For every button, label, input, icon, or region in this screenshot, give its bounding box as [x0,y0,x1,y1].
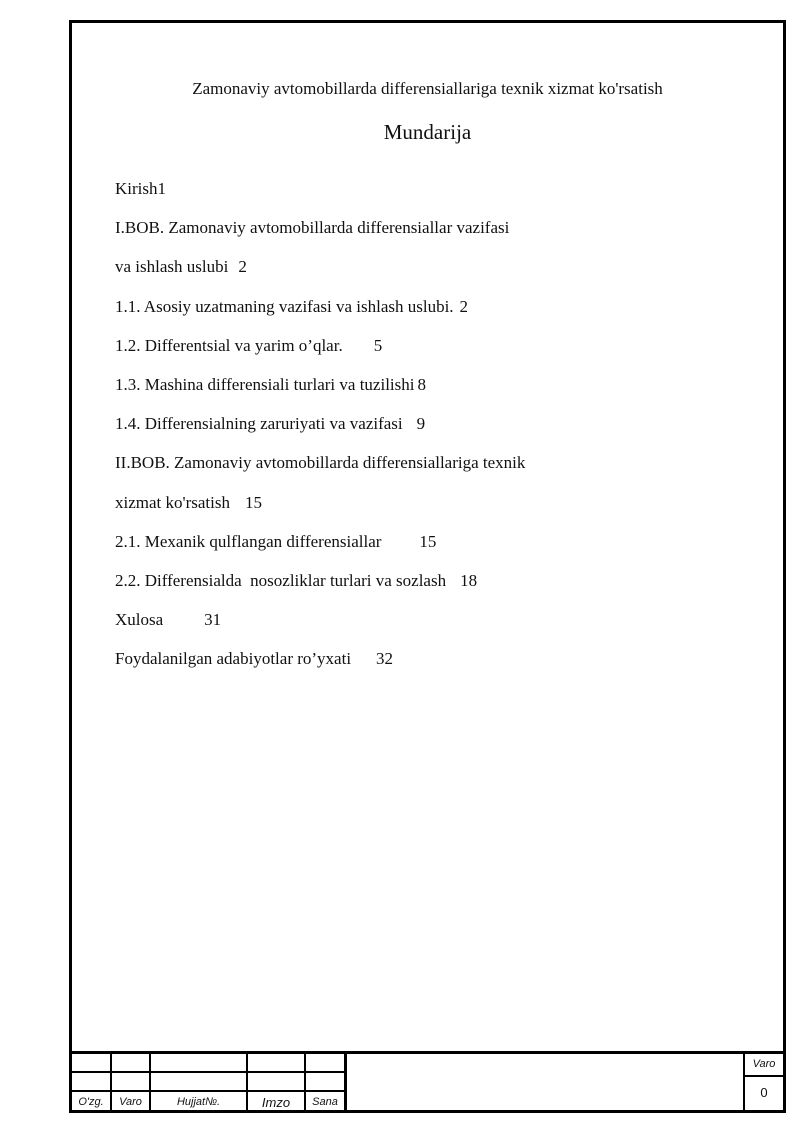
toc-entry-page: 32 [376,649,394,669]
toc-entry-page: 2 [459,296,469,316]
toc-entry-text: Kirish [115,179,158,198]
table-of-contents [115,177,763,686]
toc-entry-page: 8 [417,374,426,394]
toc-entry [115,647,763,686]
toc-entry-text: II.BOB. Zamonaviy avtomobillarda differensiallariga texnik [115,453,526,473]
toc-entry-text: I.BOB. Zamonaviy avtomobillarda differensiallar vazifasi [115,218,510,238]
toc-entry-text: 1.2. Differentsial va yarim o’qlar. [115,335,343,355]
toc-entry-text: va ishlash uslubi [115,257,229,277]
toc-title: Mundarija [383,120,472,144]
toc-entry-text: 2.1. Mexanik qulflangan differensiallar [115,531,382,551]
toc-entry [115,216,763,255]
toc-entry-page: 18 [460,570,478,590]
toc-entry-text: Foydalanilgan adabiyotlar ro’yxati [115,649,352,669]
stamp-divider [745,1075,783,1077]
toc-entry-page: 2 [238,257,247,277]
toc-entry [115,373,763,412]
toc-entry-page: 5 [373,335,383,355]
toc-entry [115,530,763,569]
toc-entry [115,177,763,216]
toc-entry-text: 2.2. Differensialda nosozliklar turlari va sozlash [115,570,447,590]
stamp-label-ozg: O'zg. [78,1096,104,1108]
toc-entry [115,451,763,490]
title-block-stamp [72,1051,783,1110]
toc-entry [115,491,763,530]
toc-entry [115,608,763,647]
toc-entry-text: 1.3. Mashina differensiali turlari va tuzilishi [115,374,415,394]
toc-entry-text: xizmat ko'rsatish [115,492,230,512]
toc-entry-text: 1.4. Differensialning zaruriyati va vazifasi [115,414,403,434]
stamp-label-varo: Varo [119,1096,142,1108]
stamp-label-document-number: Hujjat№. [176,1096,221,1108]
toc-entry-text: Xulosa [115,610,164,630]
toc-entry [115,334,763,373]
document-header-title: Zamonaviy avtomobillarda differensiallariga texnik xizmat ko'rsatish [192,79,663,98]
toc-entry-text: 1.1. Asosiy uzatmaning vazifasi va ishlash uslubi. [115,296,454,316]
stamp-label-signature: Imzo [261,1095,291,1110]
toc-entry-page: 15 [419,531,437,551]
toc-entry-page: 9 [416,414,426,434]
toc-entry-page: 1 [157,179,166,198]
toc-entry [115,569,763,608]
sheet-number-box [743,1054,783,1110]
toc-entry [115,255,763,294]
toc-entry [115,295,763,334]
sheet-label: Varo [752,1058,776,1070]
stamp-grid [72,1054,347,1110]
sheet-number: 0 [760,1085,768,1100]
toc-entry-page: 15 [244,492,262,512]
page-frame [69,20,786,1113]
stamp-label-date: Sana [312,1096,338,1108]
toc-entry [115,412,763,451]
toc-entry-page: 31 [204,610,222,630]
